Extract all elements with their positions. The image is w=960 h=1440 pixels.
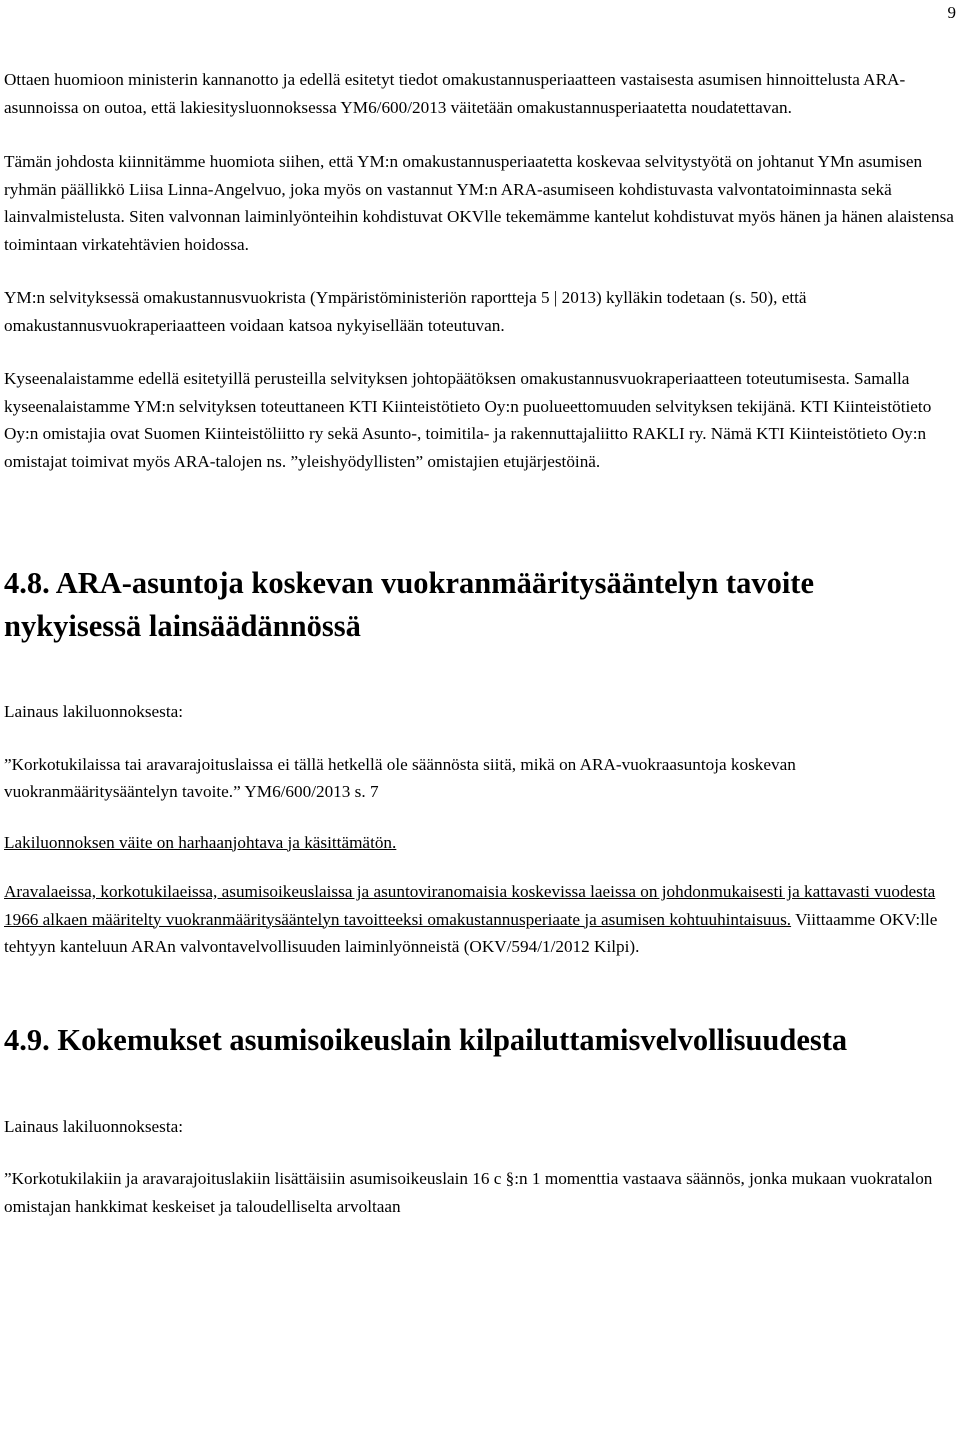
quote-4-8: ”Korkotukilaissa tai aravarajoituslaissa ei tällä hetkellä ole säännösta siitä, mikä on ARA-vuokraasuntoja koskevan vuokranmääritysääntelyn tavoite.” YM6/600/2013 s. 7	[4, 754, 796, 801]
section-heading-4-9: 4.9. Kokemukset asumisoikeuslain kilpailuttamisvelvollisuudesta	[4, 1022, 848, 1057]
paragraph-2: Tämän johdosta kiinnitämme huomiota siihen, että YM:n omakustannusperiaatetta koskevaa selvitystyötä on johtanut YMn asumisen ryhmän päällikkö Liisa Linna-Angelvuo, joka myös on vastannut YM:n ARA-asumiseen kohdistuvasta valvontatoiminnasta sekä lainvalmistelusta. Siten valvonnan laiminlyönteihin kohdistuvat OKVlle tekemämme kantelut kohdistuvat myös hänen ja hänen alaistensa toimintaan virkatehtävien hoidossa.	[4, 152, 954, 254]
rebuttal-underlined: Aravalaeissa, korkotukilaeissa, asumisoikeuslaissa ja asuntoviranomaisia koskevissa laeissa on johdonmukaisesti ja kattavasti vuodesta 1966 alkaen määritelty vuokranmääritysääntelyn tavoitteeksi omakustannusperiaate ja asumisen kohtuuhintaisuus.	[4, 882, 936, 929]
quote-intro-4-9: Lainaus lakiluonnoksesta:	[4, 1116, 184, 1136]
rebuttal-rest: Viittaamme OKV:lle tehtyyn kanteluun ARAn valvontavelvollisuuden laiminlyönneistä (OKV/594/1/2012 Kilpi).	[4, 909, 938, 956]
paragraph-1: Ottaen huomioon ministerin kannanotto ja edellä esitetyt tiedot omakustannusperiaatteen vastaisesta asumisen hinnoittelusta ARA-asunnoissa on outoa, että lakiesitysluonnoksessa YM6/600/2013 väitetään omakustannusperiaatetta noudatettavan.	[4, 70, 906, 117]
rebuttal-paragraph	[4, 878, 956, 961]
quote-intro-4-8: Lainaus lakiluonnoksesta:	[4, 702, 184, 721]
claim-underlined: Lakiluonnoksen väite on harhaanjohtava ja käsittämätön.	[4, 832, 397, 852]
paragraph-4: Kyseenalaistamme edellä esitetyillä perusteilla selvityksen johtopäätöksen omakustannusvuokraperiaatteen toteutumisesta. Samalla kyseenalaistamme YM:n selvityksen toteuttaneen KTI Kiinteistötieto Oy:n puolueettomuuden selvityksen tekijänä. KTI Kiinteistötieto Oy:n omistajia ovat Suomen Kiinteistöliitto ry sekä Asunto-, toimitila- ja rakennuttajaliitto RAKLI ry. Nämä KTI Kiinteistötieto Oy:n omistajat toimivat myös ARA-talojen ns. ”yleishyödyllisten” omistajien etujärjestöinä.	[4, 369, 932, 471]
page-body	[4, 66, 956, 1220]
section-heading-4-8: 4.8. ARA-asuntoja koskevan vuokranmääritysääntelyn tavoite nykyisessä lainsäädännössä	[4, 566, 814, 643]
page-number: 9	[947, 3, 956, 22]
paragraph-3: YM:n selvityksessä omakustannusvuokrista (Ympäristöministeriön raportteja 5 | 2013) kylläkin todetaan (s. 50), että omakustannusvuokraperiaatteen voidaan katsoa nykyisellään toteutuvan.	[4, 288, 807, 335]
quote-4-9: ”Korkotukilakiin ja aravarajoituslakiin lisättäisiin asumisoikeuslain 16 c §:n 1 momenttia vastaava säännös, jonka mukaan vuokratalon omistajan hankkimat keskeiset ja taloudelliselta arvoltaan	[4, 1169, 933, 1216]
